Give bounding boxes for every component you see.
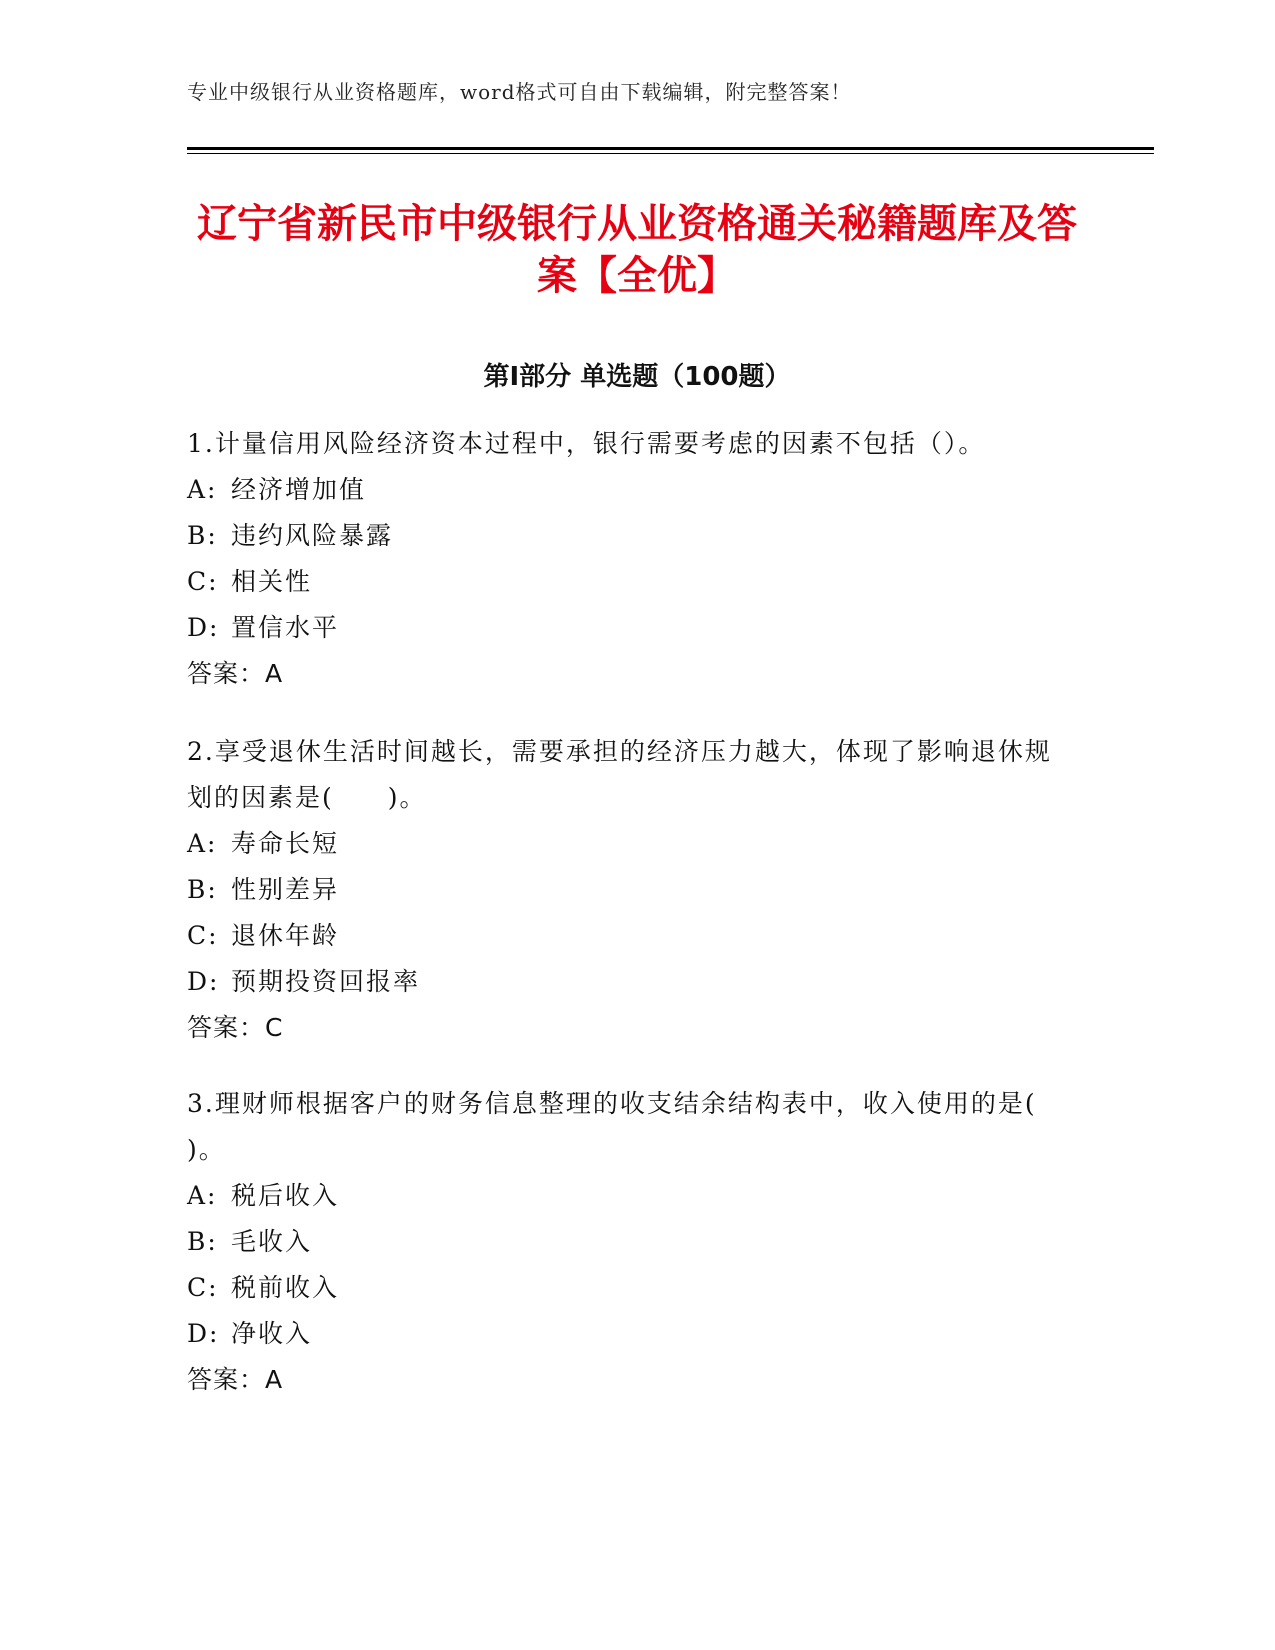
option-text: 净收入 [231, 1319, 313, 1348]
question-stem: 1.计量信用风险经济资本过程中，银行需要考虑的因素不包括（）。 [187, 429, 986, 458]
option-key: D: [187, 613, 220, 642]
answer: 答案：A [187, 659, 284, 688]
question-2 [187, 729, 1067, 1051]
option-text: 置信水平 [231, 613, 340, 642]
option-key: B: [187, 521, 218, 550]
answer: 答案：A [187, 1365, 284, 1394]
option-a [187, 467, 1067, 513]
option-a [187, 821, 1067, 867]
header-rule-thick [187, 147, 1154, 150]
option-b [187, 867, 1067, 913]
section-title: 第Ⅰ部分 单选题（100题） [483, 362, 791, 392]
option-c [187, 559, 1067, 605]
option-text: 性别差异 [231, 875, 340, 904]
header-note: 专业中级银行从业资格题库，word格式可自由下载编辑，附完整答案！ [187, 80, 852, 104]
option-a [187, 1173, 1067, 1219]
option-text: 相关性 [231, 567, 313, 596]
option-key: D: [187, 967, 220, 996]
option-text: 寿命长短 [231, 829, 340, 858]
option-key: C: [187, 921, 219, 950]
option-key: C: [187, 567, 219, 596]
option-key: B: [187, 1227, 218, 1256]
option-d [187, 605, 1067, 651]
option-key: A: [187, 1181, 218, 1210]
option-b [187, 1219, 1067, 1265]
option-text: 税后收入 [231, 1181, 340, 1210]
document-title: 辽宁省新民市中级银行从业资格通关秘籍题库及答案【全优】 [197, 201, 1077, 299]
option-b [187, 513, 1067, 559]
option-text: 退休年龄 [231, 921, 340, 950]
option-key: A: [187, 829, 218, 858]
question-3 [187, 1081, 1067, 1403]
question-stem: 2.享受退休生活时间越长，需要承担的经济压力越大，体现了影响退休规划的因素是( )。 [187, 737, 1052, 812]
question-1 [187, 421, 1067, 697]
option-text: 毛收入 [231, 1227, 313, 1256]
answer: 答案：C [187, 1013, 284, 1042]
option-key: C: [187, 1273, 219, 1302]
option-key: D: [187, 1319, 220, 1348]
option-text: 经济增加值 [231, 475, 367, 504]
option-key: B: [187, 875, 218, 904]
option-c [187, 913, 1067, 959]
option-text: 违约风险暴露 [231, 521, 394, 550]
option-text: 预期投资回报率 [231, 967, 421, 996]
option-key: A: [187, 475, 218, 504]
option-c [187, 1265, 1067, 1311]
question-stem: 3.理财师根据客户的财务信息整理的收支结余结构表中，收入使用的是( )。 [187, 1089, 1037, 1164]
option-text: 税前收入 [231, 1273, 340, 1302]
header-rule-thin [187, 153, 1154, 154]
option-d [187, 959, 1067, 1005]
option-d [187, 1311, 1067, 1357]
